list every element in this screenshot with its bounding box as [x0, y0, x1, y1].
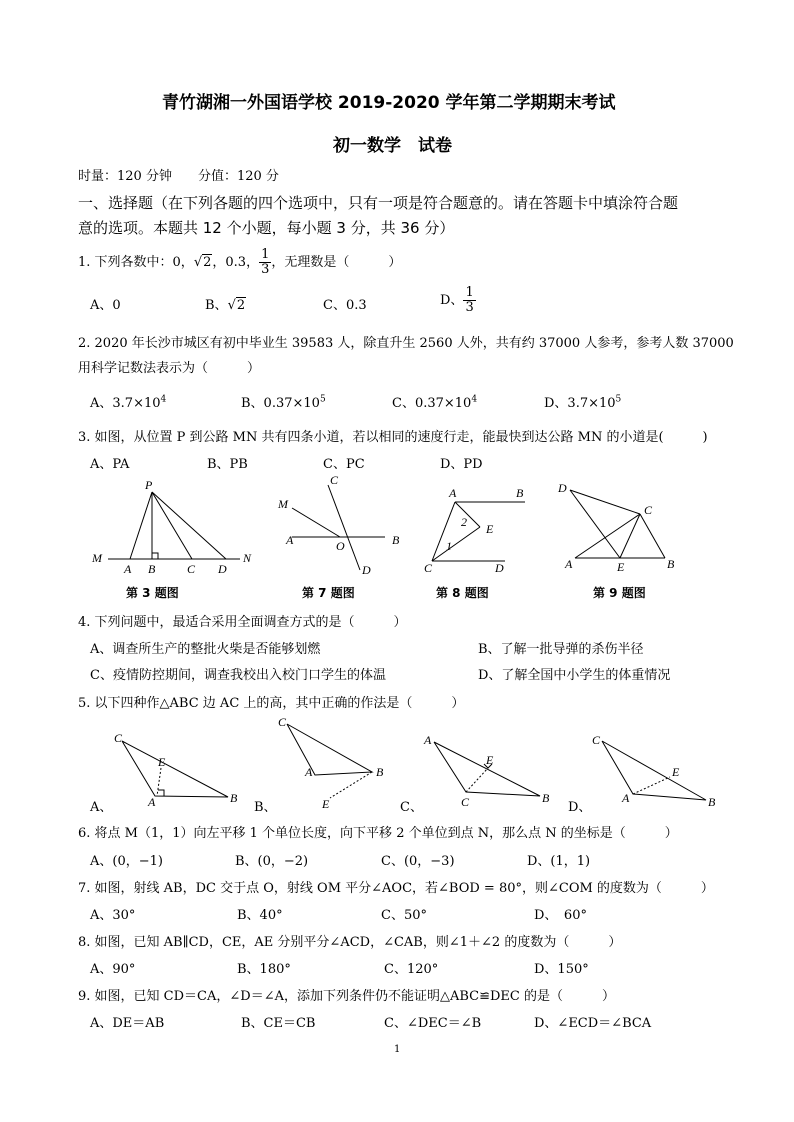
fig7-label-a: A [286, 533, 294, 547]
svg-text:E: E [672, 765, 680, 779]
q1-mid: ，0.3， [212, 255, 260, 270]
q8-option-a[interactable]: A、90° [90, 962, 136, 977]
q1-suffix: ，无理数是（ ） [271, 255, 402, 270]
page-number: 1 [394, 1044, 401, 1055]
q4-option-b[interactable]: B、了解一批导弹的杀伤半径 [478, 642, 644, 657]
svg-text:C: C [278, 715, 287, 729]
section-instructions-line2: 意的选项。本题共 12 个小题，每小题 3 分，共 36 分） [78, 219, 455, 237]
fig3-label-p: P [145, 478, 153, 492]
q7-option-b[interactable]: B、40° [237, 908, 283, 923]
figure-8-caption: 第 8 题图 [436, 586, 489, 600]
q9-option-b[interactable]: B、CE＝CB [241, 1016, 316, 1031]
q8-option-b[interactable]: B、180° [237, 962, 291, 977]
q1-option-c[interactable]: C、0.3 [323, 298, 367, 313]
question-4: 4. 下列问题中，最适合采用全面调查方式的是（ ） [78, 615, 407, 630]
q2-option-b[interactable]: B、$0.37\times 10^5$ [241, 394, 326, 411]
svg-text:B: B [542, 791, 550, 805]
question-3: 3. 如图，从位置 P 到公路 MN 共有四条小道，若以相同的速度行走，能最快到达公路 MN 的小道是( ) [78, 430, 708, 445]
svg-text:B: B [708, 795, 716, 809]
q3-option-d[interactable]: D、PD [440, 457, 483, 472]
q9-option-d[interactable]: D、∠ECD＝∠BCA [534, 1016, 652, 1031]
q9-option-c[interactable]: C、∠DEC＝∠B [384, 1016, 482, 1031]
question-8: 8. 如图，已知 AB∥CD，CE，AE 分别平分∠ACD，∠CAB，则∠1＋∠2 的度数为（ ） [78, 935, 622, 950]
q4-option-a[interactable]: A、调查所生产的整批火柴是否能够划燃 [90, 642, 321, 657]
fig9-label-e: E [617, 560, 625, 574]
figure-9-caption: 第 9 题图 [593, 586, 646, 600]
svg-text:A: A [305, 765, 313, 779]
figures-row [0, 470, 794, 605]
q6-option-a[interactable]: A、(0，−1) [90, 854, 163, 869]
q1-option-a[interactable]: A、0 [90, 298, 121, 313]
fig7-label-b: B [392, 533, 400, 547]
section-instructions-line1: 一、选择题（在下列各题的四个选项中，只有一项是符合题意的。请在答题卡中填涂符合题 [78, 194, 679, 212]
svg-text:B: B [376, 765, 384, 779]
q5-figure-a [114, 731, 238, 809]
q1-prefix: 1. 下列各数中：0， [78, 255, 194, 270]
q6-option-d[interactable]: D、(1，1) [527, 854, 591, 869]
figure-3 [91, 478, 252, 576]
q5-option-c[interactable]: C、 [400, 800, 423, 815]
svg-text:C: C [461, 795, 470, 809]
svg-text:B: B [230, 791, 238, 805]
question-5: 5. 以下四种作△ABC 边 AC 上的高，其中正确的作法是（ ） [78, 696, 465, 711]
figure-7 [277, 473, 400, 577]
fig3-label-n: N [243, 551, 252, 565]
q2-option-d[interactable]: D、$3.7\times 10^5$ [544, 394, 622, 411]
q7-option-c[interactable]: C、50° [381, 908, 427, 923]
q6-option-c[interactable]: C、(0，−3) [381, 854, 455, 869]
figure-9 [557, 481, 675, 574]
svg-text:C: C [592, 733, 601, 747]
figure-3-caption: 第 3 题图 [126, 586, 179, 600]
q5-option-d[interactable]: D、 [568, 800, 592, 815]
q5-figure-c [423, 733, 550, 809]
q5-figure-b [278, 715, 384, 810]
fig8-label-a: A [449, 486, 457, 500]
fig8-label-c: C [424, 561, 433, 575]
q3-option-a[interactable]: A、PA [90, 457, 130, 472]
q9-option-a[interactable]: A、DE＝AB [90, 1016, 165, 1031]
fig3-label-b: B [148, 562, 156, 576]
q6-option-b[interactable]: B、(0，−2) [235, 854, 309, 869]
fig3-label-a: A [124, 562, 132, 576]
svg-text:A: A [424, 733, 432, 747]
figure-8 [424, 486, 525, 575]
q5-option-a[interactable]: A、 [90, 800, 113, 815]
q1-fraction: $\frac{1}{3}$ [261, 247, 270, 277]
question-9: 9. 如图，已知 CD＝CA，∠D＝∠A，添加下列条件仍不能证明△ABC≌DEC 的是（ ） [78, 989, 615, 1004]
fig3-label-c: C [187, 562, 196, 576]
fig9-label-b: B [667, 557, 675, 571]
fig7-label-d: D [362, 563, 371, 577]
exam-meta: 时量：120 分钟 分值：120 分 [78, 169, 279, 184]
q7-option-d[interactable]: D、 60° [534, 908, 587, 923]
fig3-label-m: M [92, 551, 102, 565]
q3-option-c[interactable]: C、PC [323, 457, 365, 472]
q8-option-c[interactable]: C、120° [384, 962, 439, 977]
fig3-label-d: D [218, 562, 227, 576]
fig9-label-c: C [644, 503, 653, 517]
fig8-label-d: D [495, 561, 504, 575]
q1-option-d[interactable]: D、 $\frac{1}{3}$ [440, 285, 474, 315]
fig8-label-1: 1 [446, 539, 452, 553]
fig7-label-m: M [278, 497, 288, 511]
fig9-label-a: A [565, 557, 573, 571]
question-7: 7. 如图，射线 AB，DC 交于点 O，射线 OM 平分∠AOC，若∠BOD = 80°，则∠COM 的度数为（ ） [78, 881, 714, 896]
q2-option-a[interactable]: A、$3.7\times 10^4$ [90, 394, 167, 411]
exam-title: 青竹湖湘一外国语学校 2019-2020 学年第二学期期末考试 [162, 93, 616, 113]
svg-text:E: E [158, 755, 166, 769]
svg-text:A: A [622, 791, 630, 805]
fig8-label-b: B [516, 486, 524, 500]
figure-7-caption: 第 7 题图 [302, 586, 355, 600]
svg-text:E: E [322, 797, 330, 810]
sqrt-symbol: √2 [193, 255, 212, 270]
exam-subtitle: 初一数学 试卷 [333, 136, 452, 156]
svg-text:A: A [148, 795, 156, 809]
svg-text:C: C [114, 731, 123, 745]
q4-option-c[interactable]: C、疫情防控期间，调查我校出入校门口学生的体温 [90, 668, 386, 683]
fig8-label-2: 2 [461, 515, 467, 529]
svg-text:E: E [486, 753, 494, 767]
question-6: 6. 将点 M（1，1）向左平移 1 个单位长度，向下平移 2 个单位到点 N，那么点 N 的坐标是（ ） [78, 826, 678, 841]
fig7-label-o: O [336, 539, 345, 553]
question-2-line1: 2. 2020 年长沙市城区有初中毕业生 39583 人，除直升生 2560 人外，共有约 37000 人参考，参考人数 37000 [78, 336, 734, 351]
question-1 [78, 248, 401, 277]
q5-figures [0, 710, 794, 810]
fig9-label-d: D [558, 481, 567, 495]
q1-option-b[interactable]: B、√2 [205, 298, 246, 313]
q5-figure-d [592, 733, 716, 809]
fig7-label-c: C [330, 473, 339, 487]
q4-option-d[interactable]: D、了解全国中小学生的体重情况 [478, 668, 671, 683]
question-2-line2: 用科学记数法表示为（ ） [78, 361, 261, 376]
q7-option-a[interactable]: A、30° [90, 908, 136, 923]
q8-option-d[interactable]: D、150° [534, 962, 589, 977]
fig8-label-e: E [486, 522, 494, 536]
q3-option-b[interactable]: B、PB [207, 457, 248, 472]
q2-option-c[interactable]: C、$0.37\times 10^4$ [392, 394, 478, 411]
q5-option-b[interactable]: B、 [254, 800, 277, 815]
